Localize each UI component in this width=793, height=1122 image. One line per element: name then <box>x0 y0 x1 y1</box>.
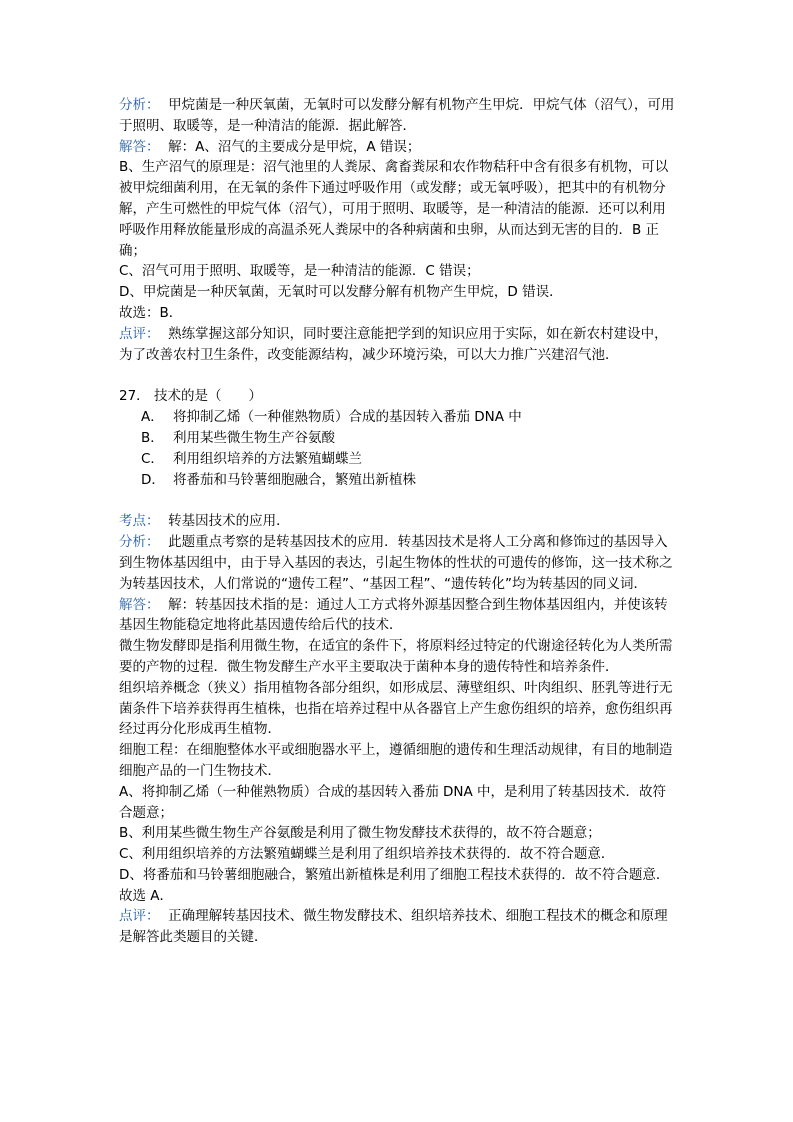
q27-answer-line-3: 细胞工程：在细胞整体水平或细胞器水平上，遵循细胞的遗传和生理活动规律，有目的地制造细胞产品的一门生物技术． <box>119 742 673 779</box>
q27-option-c <box>119 449 679 470</box>
q26-answer-line-4: D、甲烷菌是一种厌氧菌，无氧时可以发酵分解有机物产生甲烷，D 错误． <box>119 284 563 301</box>
answer-text: 解：A、沼气的主要成分是甲烷，A 错误； <box>168 138 421 155</box>
option-text: 将番茄和马铃薯细胞融合，繁殖出新植株 <box>173 471 416 488</box>
point-label: 考点： <box>119 513 160 530</box>
q26-answer-line-2: B、生产沼气的原理是：沼气池里的人粪尿、禽畜粪尿和农作物秸秆中含有很多有机物，可以被甲烷细菌利用，在无氧的条件下通过呼吸作用（或发酵；或无氧呼吸），把其中的有机物分解，产生可燃性的甲烷气体（沼气），可用于照明、取暖等，是一种清洁的能源．还可以利用呼吸作用释放能量形成的高温杀死人粪尿中的各种病菌和虫卵，从而达到无害的目的．B 正确； <box>119 159 669 259</box>
q27-answer-line-6: C、利用组织培养的方法繁殖蝴蝶兰是利用了组织培养技术获得的．故不符合题意． <box>119 846 615 863</box>
analysis-label: 分析： <box>119 534 160 551</box>
q26-comment <box>119 324 679 366</box>
q27-analysis <box>119 532 679 594</box>
analysis-text: 此题重点考察的是转基因技术的应用．转基因技术是将人工分离和修饰过的基因导入到生物体基因组中，由于导入基因的表达，引起生物体的性状的可遗传的修饰，这一技术称之为转基因技术，人们常说的“遗传工程”、“基因工程”、“遗传转化”均为转基因的同义词． <box>119 534 673 592</box>
spacer <box>119 490 679 511</box>
answer-text: 解：转基因技术指的是：通过人工方式将外源基因整合到生物体基因组内，并使该转基因生物能稳定地将此基因遗传给后代的技术． <box>119 596 668 634</box>
q27-answer-line-1: 微生物发酵即是指利用微生物，在适宜的条件下，将原料经过特定的代谢途径转化为人类所需要的产物的过程．微生物发酵生产水平主要取决于菌种本身的遗传特性和培养条件． <box>119 638 673 675</box>
q27-answer-first <box>119 595 679 637</box>
q26-answer-line-3: C、沼气可用于照明、取暖等，是一种清洁的能源．C 错误； <box>119 263 480 280</box>
option-text: 利用组织培养的方法繁殖蝴蝶兰 <box>173 450 362 467</box>
q26-answer-line-5: 故选：B． <box>119 304 183 321</box>
q27-answer-line-2: 组织培养概念（狭义）指用植物各部分组织，如形成层、薄壁组织、叶肉组织、胚乳等进行无菌条件下培养获得再生植株，也指在培养过程中从各器官上产生愈伤组织的培养，愈伤组织再经过再分化形成再生植物． <box>119 679 673 738</box>
comment-text: 正确理解转基因技术、微生物发酵技术、组织培养技术、细胞工程技术的概念和原理是解答此类题目的关键． <box>119 908 668 946</box>
answer-label: 解答： <box>119 596 160 613</box>
comment-label: 点评： <box>119 908 160 925</box>
q27-option-b <box>119 428 679 449</box>
q27-answer-line-4: A、将抑制乙烯（一种催熟物质）合成的基因转入番茄 DNA 中，是利用了转基因技术．故符合题意； <box>119 783 667 821</box>
option-key: C． <box>141 450 164 467</box>
q27-comment <box>119 906 679 948</box>
q27-answer-line-7: D、将番茄和马铃薯细胞融合，繁殖出新植株是利用了细胞工程技术获得的．故不符合题意． <box>119 866 670 883</box>
option-key: B． <box>141 429 164 446</box>
spacer <box>119 365 679 386</box>
point-text: 转基因技术的应用． <box>168 513 290 530</box>
q26-answer-line-1 <box>119 137 679 158</box>
option-key: A． <box>141 409 164 426</box>
comment-text: 熟练掌握这部分知识，同时要注意能把学到的知识应用于实际，如在新农村建设中，为了改善农村卫生条件，改变能源结构，减少环境污染，可以大力推广兴建沼气池． <box>119 325 668 363</box>
q27-answer-line-5: B、利用某些微生物生产谷氨酸是利用了微生物发酵技术获得的，故不符合题意； <box>119 825 601 842</box>
question-number: 27． <box>119 388 150 405</box>
q27-stem <box>119 386 679 407</box>
q27-option-d <box>119 470 679 491</box>
option-text: 利用某些微生物生产谷氨酸 <box>173 429 335 446</box>
q27-option-a <box>119 407 679 428</box>
option-key: D． <box>141 471 165 488</box>
answer-label: 解答： <box>119 138 160 155</box>
q26-analysis <box>119 95 679 137</box>
document-page <box>119 95 679 948</box>
q27-point <box>119 511 679 532</box>
analysis-label: 分析： <box>119 97 160 113</box>
analysis-text: 甲烷菌是一种厌氧菌，无氧时可以发酵分解有机物产生甲烷．甲烷气体（沼气），可用于照明、取暖等，是一种清洁的能源．据此解答． <box>119 97 675 134</box>
option-text: 将抑制乙烯（一种催熟物质）合成的基因转入番茄 DNA 中 <box>173 409 522 426</box>
q27-answer-line-8: 故选 A． <box>119 887 174 904</box>
comment-label: 点评： <box>119 325 160 342</box>
question-stem: 技术的是（ ） <box>153 388 262 405</box>
